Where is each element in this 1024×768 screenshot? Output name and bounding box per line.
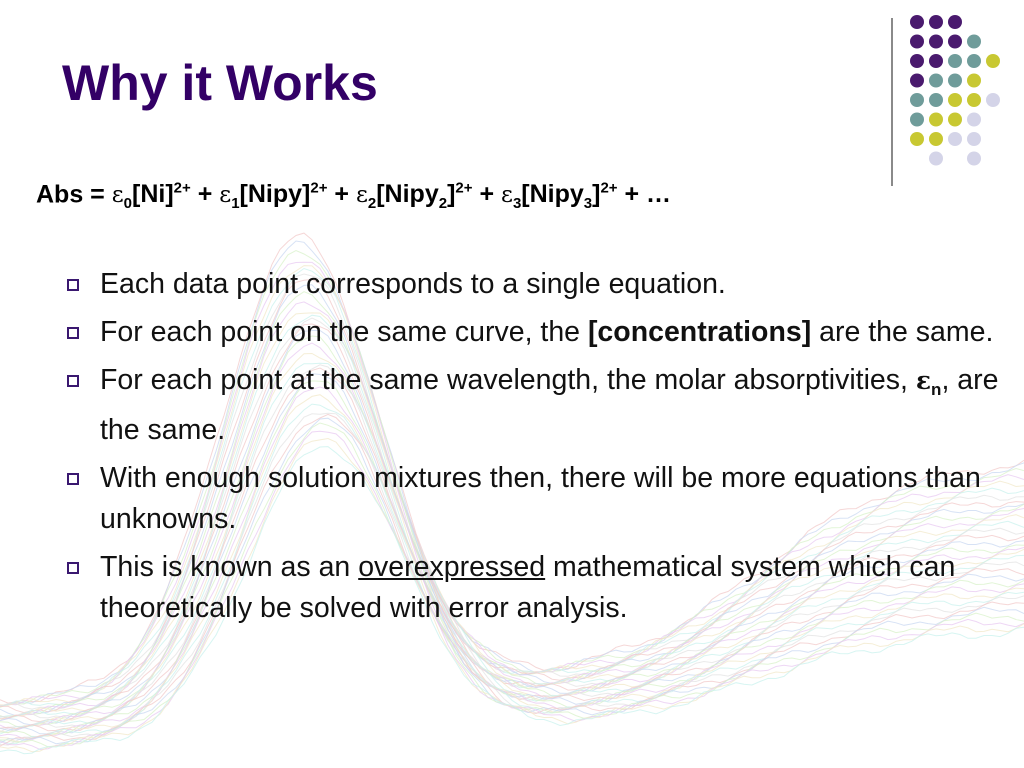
bullet-text-after: are the same. bbox=[811, 316, 994, 348]
term-separator: + bbox=[327, 180, 356, 209]
decorative-dot bbox=[948, 35, 962, 49]
epsilon-subscript: 3 bbox=[512, 195, 522, 213]
decorative-dot bbox=[929, 152, 943, 166]
bullet-text-after: mathematical system which can theoretically be solved with error analysis. bbox=[100, 551, 956, 624]
decorative-dot bbox=[967, 113, 981, 127]
decorative-dot bbox=[986, 54, 1000, 68]
species-label: [Nipy bbox=[521, 180, 584, 209]
bullet-text-before: For each point at the same wavelength, the molar absorptivities, bbox=[100, 364, 916, 396]
bullet-underlined-term: overexpressed bbox=[358, 551, 546, 583]
bullet-item bbox=[60, 264, 1015, 305]
decorative-dot bbox=[929, 35, 943, 49]
equation-term-0 bbox=[111, 180, 220, 213]
decorative-dot bbox=[948, 113, 962, 127]
decorative-dot bbox=[910, 113, 924, 127]
title-divider-line bbox=[891, 18, 893, 186]
bullet-bold-term: [concentrations] bbox=[587, 316, 812, 348]
decorative-dot bbox=[929, 93, 943, 107]
decorative-dot bbox=[967, 54, 981, 68]
bullet-text-before: For each point on the same curve, the bbox=[100, 316, 588, 348]
absorbance-equation bbox=[36, 180, 671, 212]
species-subscript: 2 bbox=[438, 195, 448, 213]
decorative-dot bbox=[910, 93, 924, 107]
epsilon-symbol: ε bbox=[915, 366, 932, 395]
equation-term-2 bbox=[355, 180, 502, 213]
bullet-item bbox=[60, 458, 1015, 540]
decorative-dot bbox=[929, 54, 943, 68]
decorative-dot bbox=[948, 132, 962, 146]
square-bullet-icon bbox=[67, 473, 79, 485]
decorative-dot bbox=[910, 35, 924, 49]
equation-prefix: Abs = bbox=[36, 180, 112, 209]
decorative-dot bbox=[986, 93, 1000, 107]
square-bullet-icon bbox=[67, 279, 79, 291]
square-bullet-icon bbox=[67, 562, 79, 574]
decorative-dot bbox=[910, 132, 924, 146]
epsilon-symbol: ε bbox=[501, 182, 513, 209]
equation-term-3 bbox=[501, 180, 672, 213]
decorative-dot bbox=[929, 113, 943, 127]
decorative-dot bbox=[929, 74, 943, 88]
bullet-item bbox=[60, 547, 1015, 629]
bullet-list bbox=[60, 264, 1015, 636]
species-label: [Nipy] bbox=[239, 180, 311, 209]
bullet-text: Each data point corresponds to a single equation. bbox=[100, 268, 726, 300]
species-label: [Ni] bbox=[132, 180, 174, 209]
species-label: [Nipy bbox=[376, 180, 439, 209]
bullet-text-before: This is known as an bbox=[100, 551, 359, 583]
charge-superscript: 2+ bbox=[455, 180, 473, 197]
decorative-dot bbox=[929, 15, 943, 29]
bullet-text-after: , are the same. bbox=[100, 364, 999, 446]
decorative-dot bbox=[967, 152, 981, 166]
charge-superscript: 2+ bbox=[310, 180, 328, 197]
slide-title: Why it Works bbox=[62, 55, 378, 111]
square-bullet-icon bbox=[67, 327, 79, 339]
decorative-dot bbox=[910, 74, 924, 88]
square-bullet-icon bbox=[67, 375, 79, 387]
species-close-bracket: ] bbox=[447, 180, 456, 209]
species-close-bracket: ] bbox=[592, 180, 601, 209]
charge-superscript: 2+ bbox=[600, 180, 618, 197]
decorative-dot bbox=[967, 74, 981, 88]
epsilon-symbol: ε bbox=[111, 182, 124, 209]
bullet-item bbox=[60, 360, 1015, 451]
decorative-dot bbox=[948, 15, 962, 29]
epsilon-n-symbol bbox=[915, 366, 942, 399]
epsilon-subscript: n bbox=[931, 380, 942, 399]
decorative-dot bbox=[948, 74, 962, 88]
epsilon-subscript: 1 bbox=[231, 195, 240, 213]
decorative-dot bbox=[948, 93, 962, 107]
charge-superscript: 2+ bbox=[173, 180, 191, 197]
decorative-dot bbox=[967, 132, 981, 146]
bullet-text: With enough solution mixtures then, there will be more equations than unknowns. bbox=[100, 462, 981, 535]
epsilon-subscript: 0 bbox=[123, 195, 132, 213]
equation-term-1 bbox=[219, 180, 356, 213]
epsilon-symbol: ε bbox=[355, 182, 368, 209]
decorative-dot-grid bbox=[900, 10, 1020, 170]
decorative-dot bbox=[910, 15, 924, 29]
bullet-item bbox=[60, 312, 1015, 353]
term-separator: + bbox=[472, 180, 502, 209]
term-separator: + bbox=[190, 180, 220, 209]
decorative-dot bbox=[967, 35, 981, 49]
decorative-dot bbox=[929, 132, 943, 146]
species-subscript: 3 bbox=[583, 195, 593, 213]
decorative-dot bbox=[967, 93, 981, 107]
epsilon-symbol: ε bbox=[219, 182, 232, 209]
term-separator: + … bbox=[617, 180, 672, 209]
decorative-dot bbox=[910, 54, 924, 68]
epsilon-subscript: 2 bbox=[367, 195, 377, 213]
decorative-dot bbox=[948, 54, 962, 68]
